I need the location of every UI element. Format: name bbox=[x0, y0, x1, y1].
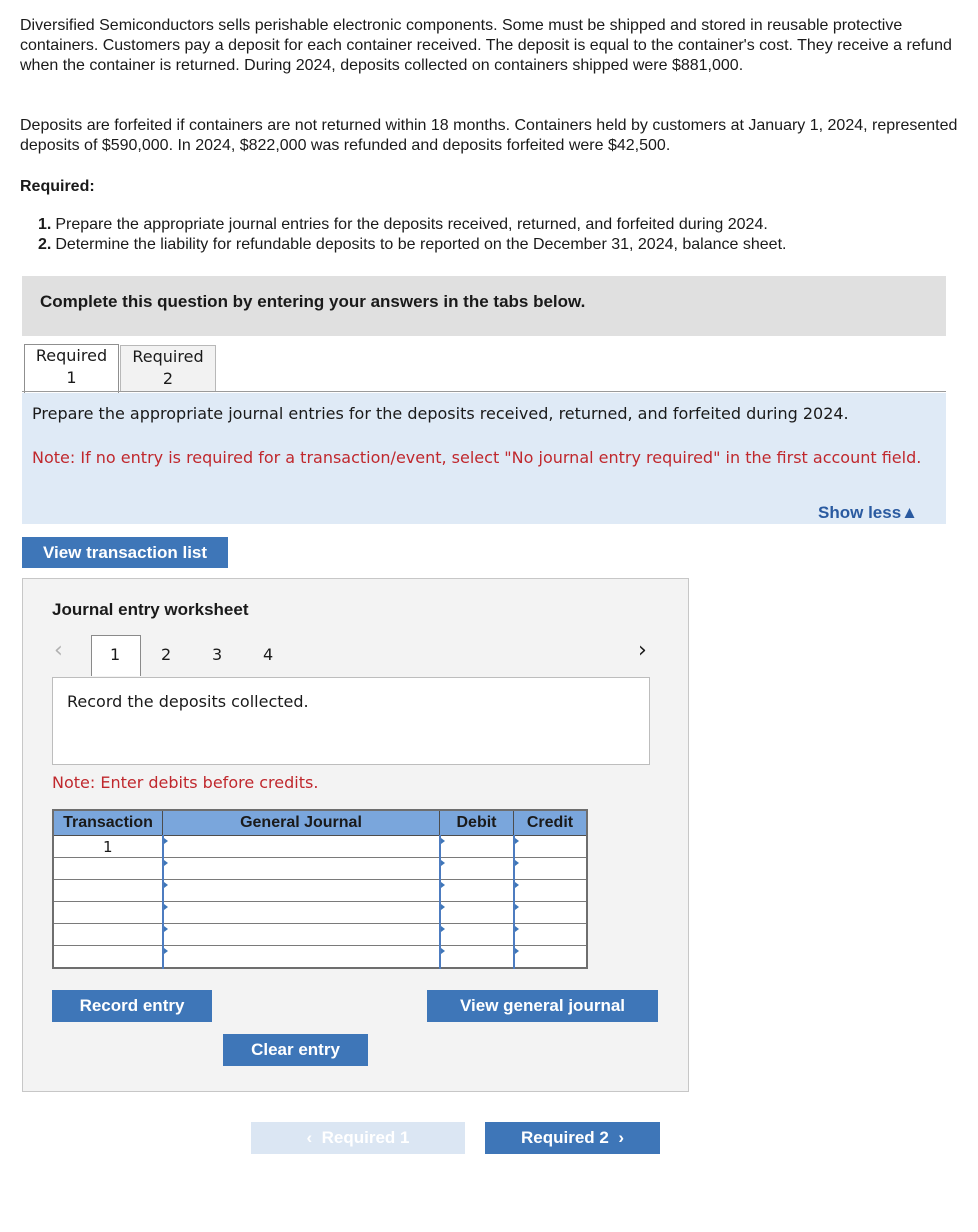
input-marker-icon bbox=[515, 904, 519, 910]
input-marker-icon bbox=[441, 860, 445, 866]
tab-label-line1: Required bbox=[132, 347, 204, 366]
col-credit: Credit bbox=[514, 810, 588, 836]
transaction-cell: 1 bbox=[53, 836, 163, 858]
table-row bbox=[53, 902, 587, 924]
col-debit: Debit bbox=[440, 810, 514, 836]
table-row bbox=[53, 880, 587, 902]
input-marker-icon bbox=[515, 948, 519, 954]
account-field[interactable] bbox=[163, 902, 440, 924]
journal-table bbox=[52, 809, 588, 969]
chevron-left-icon: ‹ bbox=[306, 1128, 322, 1147]
worksheet-title: Journal entry worksheet bbox=[52, 600, 249, 619]
input-marker-icon bbox=[515, 926, 519, 932]
transaction-cell bbox=[53, 858, 163, 880]
col-general-journal: General Journal bbox=[163, 810, 440, 836]
page-tab-3[interactable]: 3 bbox=[212, 645, 223, 664]
input-marker-icon bbox=[441, 926, 445, 932]
show-less-link[interactable]: Show less▲ bbox=[818, 503, 918, 522]
next-required-button[interactable] bbox=[485, 1122, 660, 1154]
debit-credit-note: Note: Enter debits before credits. bbox=[52, 773, 319, 792]
dropdown-marker-icon bbox=[164, 904, 168, 910]
input-marker-icon bbox=[441, 904, 445, 910]
clear-entry-button[interactable]: Clear entry bbox=[223, 1034, 368, 1066]
input-marker-icon bbox=[515, 860, 519, 866]
requirements-list bbox=[38, 215, 786, 255]
requirement-text: Determine the liability for refundable deposits to be reported on the December 31, 2024, balance sheet. bbox=[55, 236, 787, 253]
instruction-note: Note: If no entry is required for a transaction/event, select "No journal entry required" in the first account field. bbox=[32, 448, 922, 467]
debit-field[interactable] bbox=[440, 880, 514, 902]
dropdown-marker-icon bbox=[164, 882, 168, 888]
debit-field[interactable] bbox=[440, 946, 514, 969]
banner-text: Complete this question by entering your answers in the tabs below. bbox=[40, 292, 586, 311]
input-marker-icon bbox=[441, 948, 445, 954]
instruction-text: Prepare the appropriate journal entries for the deposits received, returned, and forfeited during 2024. bbox=[32, 404, 849, 423]
prev-required-label: Required 1 bbox=[321, 1128, 410, 1147]
dropdown-marker-icon bbox=[164, 948, 168, 954]
requirement-1 bbox=[38, 215, 786, 235]
problem-paragraph-1: Diversified Semiconductors sells perishable electronic components. Some must be shipped and stored in reusable protective containers. Customers pay a deposit for each container received. The deposit is equal to the container's cost. They receive a refund when the container is returned. During 2024, deposits collected on containers shipped were $881,000. bbox=[20, 17, 952, 74]
input-marker-icon bbox=[515, 838, 519, 844]
transaction-cell bbox=[53, 924, 163, 946]
page-tab-2[interactable]: 2 bbox=[161, 645, 172, 664]
input-marker-icon bbox=[515, 882, 519, 888]
tabs-divider bbox=[22, 391, 946, 392]
record-entry-button[interactable]: Record entry bbox=[52, 990, 212, 1022]
credit-field[interactable] bbox=[514, 880, 588, 902]
account-field[interactable] bbox=[163, 836, 440, 858]
page-tab-4[interactable]: 4 bbox=[263, 645, 274, 664]
entry-description: Record the deposits collected. bbox=[67, 692, 309, 711]
view-transaction-list-button[interactable]: View transaction list bbox=[22, 537, 228, 568]
debit-field[interactable] bbox=[440, 902, 514, 924]
account-field[interactable] bbox=[163, 946, 440, 969]
tab-label-line1: Required bbox=[35, 346, 108, 365]
chevron-right-icon: › bbox=[608, 1128, 624, 1147]
input-marker-icon bbox=[441, 882, 445, 888]
problem-paragraph-2: Deposits are forfeited if containers are not returned within 18 months. Containers held by customers at January 1, 2024, represented deposits of $590,000. In 2024, $822,000 was refunded and deposits forfeited were $42,500. bbox=[20, 117, 958, 154]
col-transaction: Transaction bbox=[53, 810, 163, 836]
table-row bbox=[53, 924, 587, 946]
prev-required-button bbox=[251, 1122, 465, 1154]
requirement-text: Prepare the appropriate journal entries for the deposits received, returned, and forfeited during 2024. bbox=[55, 216, 768, 233]
credit-field[interactable] bbox=[514, 946, 588, 969]
next-page-chevron-icon[interactable]: › bbox=[638, 638, 647, 663]
requirement-number: 1. bbox=[38, 216, 52, 233]
credit-field[interactable] bbox=[514, 836, 588, 858]
requirement-2 bbox=[38, 235, 786, 255]
credit-field[interactable] bbox=[514, 858, 588, 880]
debit-field[interactable] bbox=[440, 836, 514, 858]
dropdown-marker-icon bbox=[164, 838, 168, 844]
debit-field[interactable] bbox=[440, 858, 514, 880]
requirement-number: 2. bbox=[38, 236, 52, 253]
account-field[interactable] bbox=[163, 858, 440, 880]
table-row bbox=[53, 946, 587, 969]
credit-field[interactable] bbox=[514, 924, 588, 946]
transaction-cell bbox=[53, 946, 163, 969]
dropdown-marker-icon bbox=[164, 860, 168, 866]
account-field[interactable] bbox=[163, 924, 440, 946]
tab-label-line2: 2 bbox=[162, 369, 174, 388]
prev-page-chevron-icon[interactable]: ‹ bbox=[54, 638, 63, 663]
tab-label-line2: 1 bbox=[66, 368, 77, 387]
debit-field[interactable] bbox=[440, 924, 514, 946]
tab-instructions bbox=[22, 393, 946, 524]
view-general-journal-button[interactable]: View general journal bbox=[427, 990, 658, 1022]
required-heading: Required: bbox=[20, 178, 95, 195]
table-row bbox=[53, 836, 587, 858]
input-marker-icon bbox=[441, 838, 445, 844]
tab-required-1[interactable] bbox=[24, 344, 119, 393]
entry-description-box bbox=[52, 677, 650, 765]
dropdown-marker-icon bbox=[164, 926, 168, 932]
next-required-label: Required 2 bbox=[521, 1128, 609, 1147]
table-row bbox=[53, 858, 587, 880]
journal-header-row bbox=[53, 810, 587, 836]
credit-field[interactable] bbox=[514, 902, 588, 924]
tab-required-2[interactable] bbox=[120, 345, 216, 392]
instructions-banner bbox=[22, 276, 946, 336]
account-field[interactable] bbox=[163, 880, 440, 902]
transaction-cell bbox=[53, 880, 163, 902]
page-tab-1[interactable]: 1 bbox=[110, 645, 121, 664]
transaction-cell bbox=[53, 902, 163, 924]
